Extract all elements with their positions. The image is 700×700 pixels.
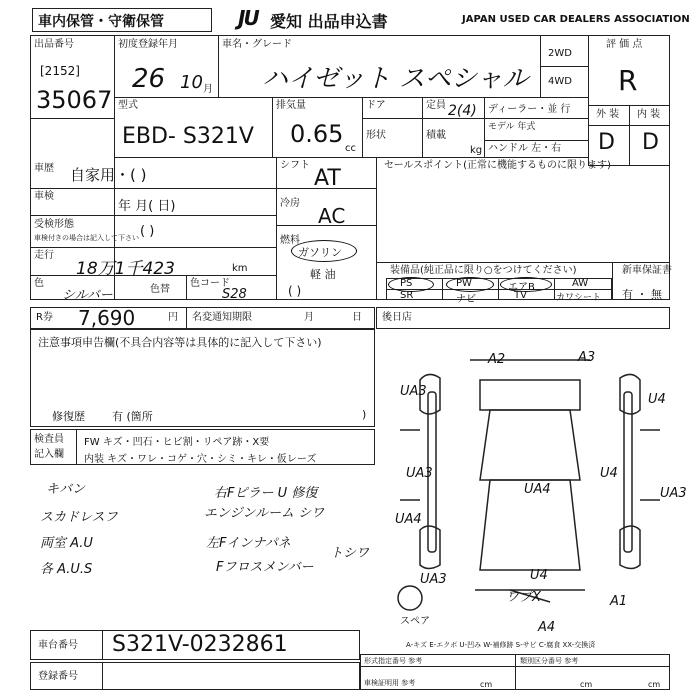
remark-4: エンジンルーム シワ — [204, 506, 325, 521]
inspector-entry-label: 記入欄 — [34, 449, 64, 460]
fuel-diesel: 軽 油 — [310, 268, 336, 281]
mark-a2: A2 — [488, 352, 506, 367]
displacement-unit: cc — [345, 143, 356, 154]
divider — [218, 35, 219, 97]
mark-ua3-front: UA3 — [400, 384, 427, 399]
color-change-label: 色替 — [150, 284, 170, 295]
equip-sr: SR — [400, 290, 414, 301]
car-name-label: 車名・グレード — [222, 39, 292, 50]
cm-unit-2: cm — [580, 680, 593, 689]
storage-label: 車内保管・守衛保管 — [38, 14, 164, 30]
divider — [498, 278, 499, 300]
fuel-gasoline: ガソリン — [298, 246, 342, 259]
color-value: シルバー — [62, 288, 113, 303]
color-code-value: S28 — [222, 287, 247, 302]
divider — [186, 307, 187, 329]
history-value: 自家用・( ) — [70, 166, 147, 184]
equip-ps-circle — [388, 277, 434, 292]
lot-sub-number: [2152] — [40, 64, 80, 78]
front-right-wheel — [620, 374, 640, 414]
divider — [612, 262, 613, 300]
registration-year: 26 — [132, 64, 166, 94]
divider — [515, 654, 516, 690]
divider — [554, 278, 555, 300]
notes-title: 注意事項申告欄(不具合内容等は具体的に記入して下さい) — [38, 336, 322, 349]
divider — [102, 630, 103, 660]
rear-right-wheel — [620, 526, 640, 569]
spare-tire — [398, 586, 422, 610]
equip-tv: TV — [514, 290, 527, 301]
spare-label: スペア — [400, 616, 430, 627]
inspector-label: 検査員 — [34, 434, 64, 445]
remark-3: スカドレスフ — [40, 510, 118, 525]
later-label: 後日店 — [382, 312, 412, 323]
form-title: 愛知 出品申込書 — [270, 12, 388, 31]
sales-point-label: セールスポイント(正常に機能するものに限ります) — [384, 160, 611, 171]
divider — [186, 275, 187, 300]
recycle-fee: 7,690 — [78, 306, 136, 330]
recycle-unit: 円 — [168, 312, 178, 323]
divider — [30, 118, 114, 119]
car-name: ハイゼット スペシャル — [262, 64, 529, 94]
score-value: R — [618, 64, 638, 97]
registration-row — [30, 662, 360, 690]
mark-a1: A1 — [610, 594, 628, 609]
remark-2: 右Fピラー U 修復 — [214, 486, 318, 501]
equip-pw-circle — [446, 277, 494, 292]
handle-label: ハンドル 左・右 — [488, 143, 562, 154]
divider — [360, 666, 670, 667]
aircon-label: 冷房 — [280, 198, 300, 209]
remark-5: 両室 A.U — [40, 536, 93, 551]
drive-2wd: 2WD — [548, 48, 572, 59]
exterior-grade: D — [598, 130, 615, 155]
chassis-number: S321V-0232861 — [112, 632, 288, 657]
registration-month: 10 — [180, 72, 203, 93]
divider — [30, 215, 276, 216]
remark-1: キバン — [46, 482, 86, 497]
load-unit: kg — [470, 145, 483, 156]
later-box — [376, 307, 670, 329]
shift-label: シフト — [280, 160, 310, 171]
divider — [442, 278, 443, 300]
divider — [376, 262, 670, 263]
association-name: JAPAN USED CAR DEALERS ASSOCIATION — [462, 14, 690, 25]
class-number-label: 類別区分番号 参考 — [520, 657, 579, 665]
load-label: 積載 — [426, 130, 446, 141]
first-registration-label: 初度登録年月 — [118, 39, 178, 50]
cm-unit-1: cm — [480, 680, 493, 689]
mileage-label: 走行 — [34, 250, 54, 261]
color-label: 色 — [34, 278, 44, 289]
inspection-type-value: ( ) — [140, 224, 155, 239]
repair-history-close: ) — [362, 408, 367, 421]
cm-unit-3: cm — [648, 680, 661, 689]
form-designation-label: 形式指定番号 参考 — [364, 657, 423, 665]
divider — [76, 429, 77, 465]
warranty-label: 新車保証書 — [622, 265, 672, 276]
equip-airbag-circle — [500, 277, 552, 292]
mark-a4: A4 — [538, 620, 556, 635]
divider — [540, 66, 588, 67]
name-change-deadline-label: 名変通知期限 — [192, 312, 252, 323]
model-label: 型式 — [118, 100, 138, 111]
divider — [114, 97, 588, 98]
divider — [588, 35, 589, 165]
divider — [114, 157, 588, 158]
equip-ps: PS — [400, 278, 413, 289]
cert-label: 車検証明用 参考 — [364, 679, 416, 687]
mark-ua4-roof: UA4 — [524, 482, 551, 497]
lot-number-label: 出品番号 — [34, 39, 74, 50]
model-year-label: モデル 年式 — [488, 122, 536, 132]
rear-left-wheel — [420, 526, 440, 569]
mark-ua3-right: UA3 — [660, 486, 687, 501]
equip-pw: PW — [456, 278, 472, 289]
score-label: 評 価 点 — [606, 39, 643, 50]
equip-seat: カワシート — [556, 293, 602, 303]
inspector-line-1: FW キズ・凹石・ヒビ割・リペア跡・X要 — [84, 437, 270, 448]
deadline-month: 月 — [304, 312, 314, 323]
shift-value: AT — [314, 166, 341, 191]
dealer-label: ディーラー・並 行 — [488, 104, 571, 115]
mark-u4-front: U4 — [648, 392, 666, 407]
divider — [272, 97, 273, 157]
color-code-label: 色コード — [190, 278, 230, 289]
interior-grade: D — [642, 130, 659, 155]
mark-a3: A3 — [578, 350, 596, 365]
displacement-value: 0.65 — [290, 120, 344, 148]
divider — [484, 97, 485, 157]
inspection-type-label: 受検形態 — [34, 219, 74, 230]
mark-ua3-left: UA3 — [406, 466, 433, 481]
capacity-label: 定員 — [426, 100, 446, 111]
mark-x-rear: ワブX — [506, 590, 541, 605]
interior-label: 内 装 — [637, 109, 661, 120]
remark-7: トシワ — [330, 546, 370, 561]
roof — [480, 410, 580, 480]
remark-8: 各 A.U.S — [40, 562, 93, 577]
divider — [102, 662, 103, 690]
capacity-value: 2(4) — [448, 103, 477, 119]
drive-4wd: 4WD — [548, 76, 572, 87]
inspector-line-2: 内装 キズ・ワレ・コゲ・穴・シミ・キレ・仮レーズ — [84, 454, 317, 465]
door-label: ドア — [366, 100, 386, 111]
history-label: 車歴 — [34, 163, 54, 174]
deadline-day: 日 — [352, 312, 362, 323]
divider — [376, 157, 377, 300]
inspection-label: 車検 — [34, 191, 54, 202]
mark-u4-right: U4 — [600, 466, 618, 481]
remark-6: 左Fインナパネ — [206, 536, 291, 551]
divider — [30, 247, 276, 248]
divider — [629, 105, 630, 165]
fuel-label: 燃料 — [280, 235, 300, 246]
mark-ua4-left: UA4 — [395, 512, 422, 527]
registration-number-label: 登録番号 — [38, 671, 78, 682]
equip-navi: ナビ — [456, 294, 476, 305]
warranty-options: 有 ・ 無 — [622, 288, 662, 301]
mark-u4-rear: U4 — [530, 568, 548, 583]
model-code: EBD- S321V — [122, 124, 254, 149]
mileage-unit: km — [232, 263, 248, 274]
divider — [422, 97, 423, 157]
equipment-label: 装備品(純正品に限り○をつけてください) — [390, 265, 577, 276]
recycle-label: R券 — [36, 312, 53, 323]
fuel-other: ( ) — [288, 284, 302, 298]
inspection-value: 年 月( 日) — [118, 199, 176, 214]
divider — [276, 157, 277, 300]
aircon-value: AC — [318, 204, 346, 228]
equip-airbag: エアB — [508, 282, 535, 293]
body-shape-label: 形状 — [366, 130, 386, 141]
inspection-type-sub: 車検付きの場合は記入して下さい — [34, 234, 139, 242]
exterior-label: 外 装 — [596, 109, 620, 120]
repair-history-value: 有 (箇所 — [112, 410, 153, 423]
repair-history-label: 修復歴 — [52, 410, 85, 423]
lot-number: 35067 — [36, 86, 113, 114]
month-unit: 月 — [203, 84, 213, 95]
equip-aw: AW — [572, 278, 589, 289]
hood — [480, 380, 580, 410]
displacement-label: 排気量 — [276, 100, 306, 111]
ju-logo: JU — [238, 6, 258, 30]
remark-9: Fフロスメンバー — [216, 560, 314, 575]
divider — [484, 140, 588, 141]
mark-ua3-rear: UA3 — [420, 572, 447, 587]
divider — [362, 97, 363, 157]
mileage-value: 18万1千423 — [76, 259, 175, 279]
damage-legend: A-キズ E-エクボ U-凹み W-補修跡 S-サビ C-腐食 XX-交換済 — [406, 641, 596, 649]
chassis-number-label: 車台番号 — [38, 640, 78, 651]
